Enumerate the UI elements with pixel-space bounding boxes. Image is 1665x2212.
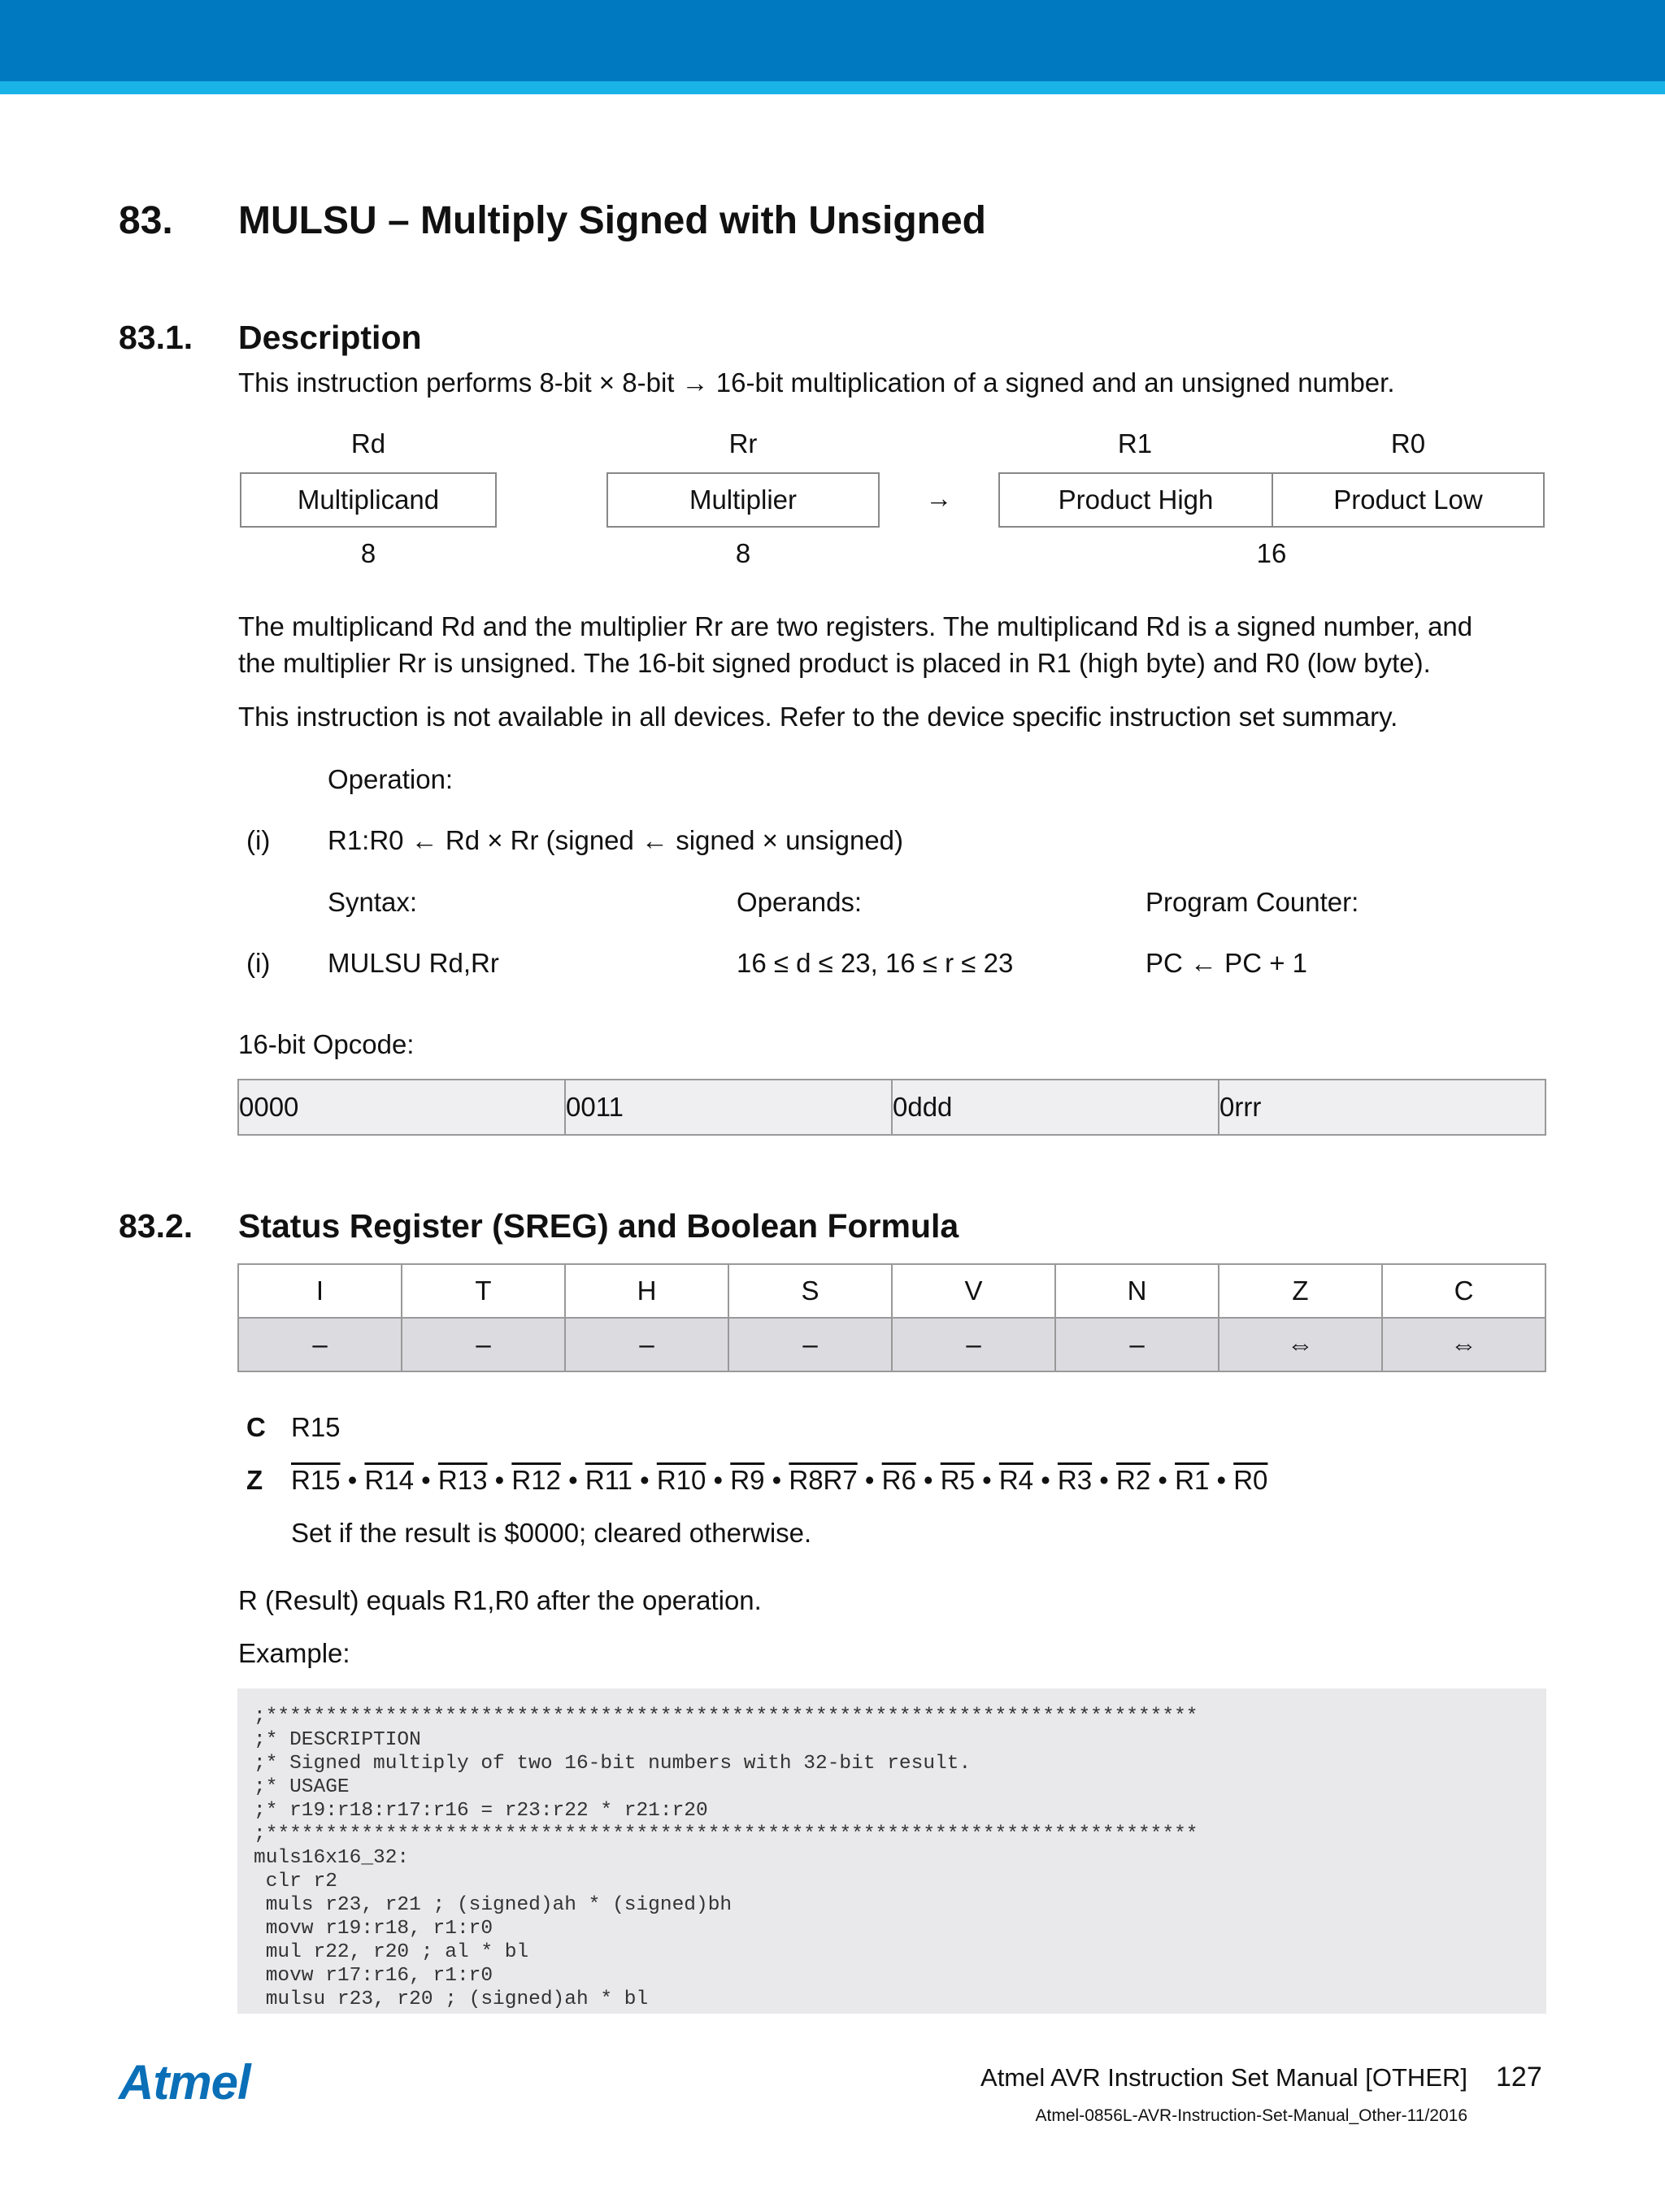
z-flag-label: Z bbox=[246, 1465, 263, 1495]
z-term: R2 bbox=[1116, 1465, 1151, 1495]
z-term: R4 bbox=[998, 1465, 1034, 1495]
rr-label: Rr bbox=[728, 428, 758, 458]
z-term: R6 bbox=[881, 1465, 916, 1495]
atmel-logo: Atmel bbox=[119, 2055, 250, 2110]
code-line: ;****************************************************************************** bbox=[254, 1823, 1198, 1845]
multiplicand-box: Multiplicand bbox=[240, 472, 497, 528]
subsection-title-sreg: Status Register (SREG) and Boolean Formula bbox=[238, 1207, 959, 1245]
sreg-table bbox=[237, 1263, 1546, 1372]
sreg-flag-value: – bbox=[402, 1318, 565, 1371]
section-title: MULSU – Multiply Signed with Unsigned bbox=[238, 199, 986, 242]
code-line: ;****************************************************************************** bbox=[254, 1706, 1198, 1727]
rd-bits: 8 bbox=[360, 538, 376, 568]
code-line: mul r22, r20 ; al * bl bbox=[254, 1941, 529, 1963]
subsection-number-description: 83.1. bbox=[119, 319, 193, 356]
description-intro: This instruction performs 8-bit × 8-bit → 16-bit multiplication of a signed and an unsigned number. bbox=[238, 367, 1395, 398]
opcode-cell: 0rrr bbox=[1219, 1080, 1545, 1135]
footer-page-number: 127 bbox=[1496, 2062, 1542, 2092]
sreg-flag-header: N bbox=[1055, 1264, 1219, 1318]
program-counter-value: PC ← PC + 1 bbox=[1146, 948, 1307, 978]
syntax-index: (i) bbox=[246, 948, 271, 978]
code-line: ;* Signed multiply of two 16-bit numbers with 32-bit result. bbox=[254, 1753, 972, 1775]
result-arrow: → bbox=[925, 483, 953, 513]
and-operator: • bbox=[494, 1465, 505, 1495]
result-bits: 16 bbox=[1256, 538, 1287, 568]
sreg-flag-header: Z bbox=[1219, 1264, 1382, 1318]
operation-index: (i) bbox=[246, 825, 271, 855]
opcode-cell: 0000 bbox=[238, 1080, 565, 1135]
and-operator: • bbox=[713, 1465, 724, 1495]
z-term: R12 bbox=[511, 1465, 561, 1495]
sreg-flag-value: – bbox=[238, 1318, 402, 1371]
example-label: Example: bbox=[238, 1638, 350, 1668]
r1-label: R1 bbox=[1117, 428, 1153, 458]
and-operator: • bbox=[924, 1465, 933, 1495]
and-operator: • bbox=[864, 1465, 875, 1495]
code-line: muls r23, r21 ; (signed)ah * (signed)bh bbox=[254, 1894, 733, 1916]
rd-label: Rd bbox=[350, 428, 386, 458]
and-operator: • bbox=[347, 1465, 358, 1495]
operation-formula: R1:R0 ← Rd × Rr (signed ← signed × unsigned) bbox=[328, 825, 904, 855]
and-operator: • bbox=[421, 1465, 431, 1495]
code-example bbox=[237, 1688, 1546, 2014]
subsection-number-sreg: 83.2. bbox=[119, 1207, 193, 1245]
multiplier-box: Multiplier bbox=[606, 472, 880, 528]
header-stripe bbox=[0, 81, 1665, 94]
syntax-value: MULSU Rd,Rr bbox=[328, 948, 499, 978]
availability-note: This instruction is not available in all devices. Refer to the device specific instruction set summary. bbox=[238, 702, 1398, 732]
result-note: R (Result) equals R1,R0 after the operation. bbox=[238, 1585, 762, 1615]
footer-manual-title: Atmel AVR Instruction Set Manual [OTHER] bbox=[980, 2063, 1467, 2092]
z-flag-note: Set if the result is $0000; cleared otherwise. bbox=[291, 1518, 812, 1548]
syntax-label: Syntax: bbox=[328, 887, 418, 917]
description-paragraph-line2: the multiplier Rr is unsigned. The 16-bit signed product is placed in R1 (high byte) and R0 (low byte). bbox=[238, 648, 1431, 678]
program-counter-label: Program Counter: bbox=[1146, 887, 1359, 917]
description-paragraph-line1: The multiplicand Rd and the multiplier Rr are two registers. The multiplicand Rd is a signed number, and bbox=[238, 611, 1473, 641]
c-flag-label: C bbox=[246, 1412, 266, 1442]
operation-label: Operation: bbox=[328, 764, 454, 794]
sreg-flag-header: H bbox=[565, 1264, 728, 1318]
sreg-flag-value: – bbox=[1055, 1318, 1219, 1371]
sreg-flag-value: ⇔ bbox=[1382, 1318, 1545, 1371]
sreg-flag-header: I bbox=[238, 1264, 402, 1318]
code-line: ;* r19:r18:r17:r16 = r23:r22 * r21:r20 bbox=[254, 1800, 708, 1822]
z-term: R9 bbox=[730, 1465, 765, 1495]
and-operator: • bbox=[1041, 1465, 1050, 1495]
c-flag-formula: R15 bbox=[291, 1412, 341, 1442]
opcode-label: 16-bit Opcode: bbox=[238, 1029, 415, 1059]
z-term: R0 bbox=[1233, 1465, 1268, 1495]
z-term: R10 bbox=[656, 1465, 706, 1495]
sreg-flag-value: – bbox=[728, 1318, 892, 1371]
rr-bits: 8 bbox=[735, 538, 751, 568]
code-line: movw r17:r16, r1:r0 bbox=[254, 1965, 493, 1987]
sreg-flag-header: V bbox=[892, 1264, 1055, 1318]
code-line: clr r2 bbox=[254, 1871, 337, 1893]
and-operator: • bbox=[568, 1465, 578, 1495]
opcode-table bbox=[237, 1079, 1546, 1136]
operands-value: 16 ≤ d ≤ 23, 16 ≤ r ≤ 23 bbox=[737, 948, 1014, 978]
opcode-cell: 0011 bbox=[565, 1080, 892, 1135]
and-operator: • bbox=[1158, 1465, 1167, 1495]
z-term: R14 bbox=[364, 1465, 414, 1495]
header-bar bbox=[0, 0, 1665, 81]
code-line: ;* DESCRIPTION bbox=[254, 1729, 421, 1751]
footer-document-id: Atmel-0856L-AVR-Instruction-Set-Manual_Other-11/2016 bbox=[1035, 2106, 1467, 2125]
code-line: ;* USAGE bbox=[254, 1776, 350, 1798]
sreg-flag-header: S bbox=[728, 1264, 892, 1318]
z-term: R11 bbox=[585, 1465, 633, 1495]
product-low-box: Product Low bbox=[1272, 472, 1545, 528]
sreg-flag-value: ⇔ bbox=[1219, 1318, 1382, 1371]
z-term: R3 bbox=[1057, 1465, 1093, 1495]
z-term: R8R7 bbox=[789, 1465, 858, 1495]
and-operator: • bbox=[982, 1465, 992, 1495]
z-term: R15 bbox=[291, 1465, 341, 1495]
sreg-flag-header: T bbox=[402, 1264, 565, 1318]
section-number: 83. bbox=[119, 199, 173, 242]
z-term: R1 bbox=[1175, 1465, 1210, 1495]
and-operator: • bbox=[772, 1465, 782, 1495]
r0-label: R0 bbox=[1390, 428, 1426, 458]
code-line: movw r19:r18, r1:r0 bbox=[254, 1918, 493, 1940]
code-line: mulsu r23, r20 ; (signed)ah * bl bbox=[254, 1988, 649, 2010]
subsection-title-description: Description bbox=[238, 319, 422, 356]
and-operator: • bbox=[1216, 1465, 1227, 1495]
z-term: R5 bbox=[940, 1465, 975, 1495]
product-high-box: Product High bbox=[998, 472, 1273, 528]
code-line: muls16x16_32: bbox=[254, 1847, 410, 1869]
sreg-flag-value: – bbox=[565, 1318, 728, 1371]
opcode-cell: 0ddd bbox=[892, 1080, 1219, 1135]
z-term: R13 bbox=[437, 1465, 488, 1495]
and-operator: • bbox=[640, 1465, 650, 1495]
and-operator: • bbox=[1099, 1465, 1109, 1495]
z-flag-formula bbox=[291, 1465, 1267, 1496]
sreg-flag-header: C bbox=[1382, 1264, 1545, 1318]
sreg-flag-value: – bbox=[892, 1318, 1055, 1371]
operands-label: Operands: bbox=[737, 887, 863, 917]
